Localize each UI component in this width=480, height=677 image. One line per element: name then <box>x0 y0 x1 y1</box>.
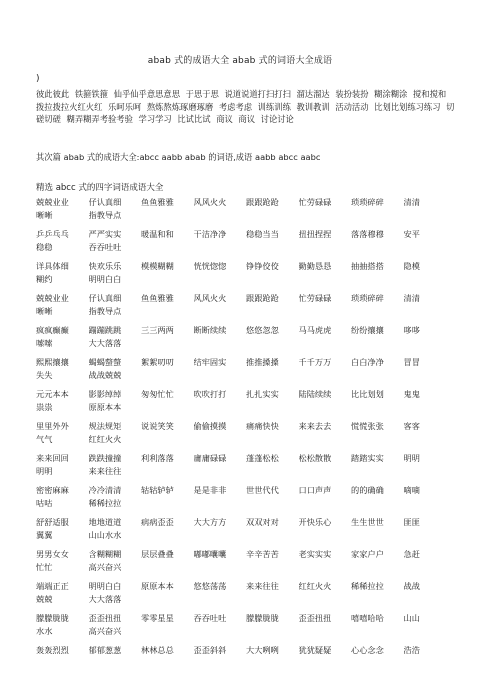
idiom-cell: 断断续续 <box>193 325 227 335</box>
idiom-cell: 里里外外 <box>36 421 69 431</box>
idiom-cell: 歪歪扭扭 <box>298 613 332 623</box>
idiom-cell: 郁郁葱葱 <box>88 645 122 655</box>
idiom-cell: 仔认真细 <box>88 197 122 207</box>
idiom-cell: 嗦嗦 <box>36 338 53 348</box>
idiom-cell: 扭扭捏捏 <box>298 229 332 239</box>
idiom-cell: 来来回回 <box>36 453 69 463</box>
idiom-cell: 结牢固实 <box>193 357 227 367</box>
idiom-cell: 比比划划 <box>351 389 384 399</box>
idiom-cell: 高兴奋兴 <box>88 626 122 636</box>
idiom-cell: 轰轰烈烈 <box>36 645 69 655</box>
idiom-grid <box>36 197 456 677</box>
idiom-cell: 红红火火 <box>298 581 332 591</box>
idiom-cell: 严严实实 <box>88 229 122 239</box>
idiom-cell: 偷偷摸摸 <box>193 421 227 431</box>
idiom-cell: 水水 <box>36 626 53 636</box>
idiom-cell: 风风火火 <box>193 293 227 303</box>
idiom-cell: 冷冷清清 <box>88 485 122 495</box>
table-row <box>36 421 456 453</box>
idiom-cell: 男男女女 <box>36 549 69 559</box>
idiom-cell: 吞吞吐吐 <box>193 613 227 623</box>
idiom-cell: 清清 <box>403 197 420 207</box>
idiom-cell: 兢兢 <box>36 594 53 604</box>
idiom-cell: 客客 <box>403 421 420 431</box>
idiom-cell: 庸庸碌碌 <box>193 453 227 463</box>
idiom-cell: 战战兢兢 <box>88 370 122 380</box>
idiom-cell: 嘻嘻哈哈 <box>351 613 384 623</box>
idiom-cell: 疯疯癫癫 <box>36 325 69 335</box>
idiom-cell: 风风火火 <box>193 197 227 207</box>
idiom-cell: 乒乒乓乓 <box>36 229 69 239</box>
idiom-cell: 蝎蝎螫螫 <box>88 357 122 367</box>
idiom-cell: 隐模 <box>403 261 420 271</box>
idiom-cell: 轱轱轳轳 <box>141 485 174 495</box>
idiom-cell: 影影绰绰 <box>88 389 122 399</box>
idiom-cell: 稳稳 <box>36 242 53 252</box>
idiom-cell: 稀稀拉拉 <box>351 581 384 591</box>
idiom-cell: 老实实实 <box>298 549 332 559</box>
idiom-cell: 山山水水 <box>88 530 122 540</box>
idiom-cell: 陆陆续续 <box>298 389 332 399</box>
idiom-cell: 详具体细 <box>36 261 69 271</box>
table-row <box>36 389 456 421</box>
idiom-cell: 兢兢业业 <box>36 197 69 207</box>
idiom-cell: 忙劳碌碌 <box>298 293 332 303</box>
idiom-cell: 密密麻麻 <box>36 485 69 495</box>
idiom-cell: 规法规矩 <box>88 421 122 431</box>
idiom-cell: 零零星星 <box>141 613 174 623</box>
idiom-cell: 嘟嘟囔囔 <box>193 549 227 559</box>
idiom-cell: 失失 <box>36 370 53 380</box>
idiom-cell: 吹吹打打 <box>193 389 227 399</box>
idiom-cell: 鬼鬼 <box>403 389 420 399</box>
idiom-cell: 指教导点 <box>88 306 122 316</box>
idiom-cell: 原原本本 <box>141 581 174 591</box>
idiom-cell: 大大方方 <box>193 517 227 527</box>
idiom-cell: 辛辛苦苦 <box>246 549 279 559</box>
idiom-cell: 的的确确 <box>351 485 384 495</box>
idiom-cell: 安平 <box>403 229 420 239</box>
idiom-cell: 含糊糊糊 <box>88 549 122 559</box>
idiom-cell: 地地道道 <box>88 517 122 527</box>
idiom-cell: 祟祟 <box>36 402 53 412</box>
idiom-cell: 世世代代 <box>246 485 279 495</box>
idiom-cell: 悠悠忽忽 <box>246 325 279 335</box>
table-row <box>36 293 456 325</box>
bracket-mark: ) <box>36 74 40 84</box>
idiom-cell: 痛痛快快 <box>246 421 279 431</box>
idiom-cell: 推推搡搡 <box>246 357 279 367</box>
idiom-cell: 嘀嘀 <box>403 485 420 495</box>
idiom-cell: 干洁净净 <box>193 229 227 239</box>
table-row <box>36 357 456 389</box>
idiom-cell: 稳稳当当 <box>246 229 279 239</box>
subtitle-line: 其次篇 abab 式的成语大全:abcc aabb abab 的词语,成语 aabb abcc aabc <box>36 152 321 162</box>
idiom-cell: 吞吞吐吐 <box>88 242 122 252</box>
idiom-cell: 恍恍惚惚 <box>193 261 227 271</box>
idiom-cell: 暖温和和 <box>141 229 174 239</box>
idiom-cell: 大大落落 <box>88 594 122 604</box>
idiom-cell: 明明白白 <box>88 274 122 284</box>
idiom-cell: 利利落落 <box>141 453 174 463</box>
table-row <box>36 613 456 645</box>
idiom-cell: 琐琐碎碎 <box>351 293 384 303</box>
idiom-cell: 蹦蹦跳跳 <box>88 325 122 335</box>
idiom-cell: 三三两两 <box>141 325 174 335</box>
idiom-cell: 犹犹疑疑 <box>298 645 332 655</box>
table-row <box>36 549 456 581</box>
idiom-cell: 落落穆穆 <box>351 229 384 239</box>
idiom-cell: 战战 <box>403 581 420 591</box>
idiom-cell: 快欢乐乐 <box>88 261 122 271</box>
idiom-cell: 琐琐碎碎 <box>351 197 384 207</box>
idiom-cell: 朦朦胧胧 <box>36 613 69 623</box>
table-row <box>36 581 456 613</box>
table-row <box>36 645 456 677</box>
idiom-cell: 开快乐心 <box>298 517 332 527</box>
idiom-cell: 跟跟跄跄 <box>246 197 279 207</box>
idiom-cell: 晰晰 <box>36 210 53 220</box>
idiom-cell: 仔认真细 <box>88 293 122 303</box>
idiom-cell: 端端正正 <box>36 581 69 591</box>
idiom-cell: 说说笑笑 <box>141 421 174 431</box>
idiom-cell: 晰晰 <box>36 306 53 316</box>
table-row <box>36 197 456 229</box>
idiom-cell: 林林总总 <box>141 645 174 655</box>
idiom-cell: 明明 <box>36 466 53 476</box>
idiom-cell: 忙忙 <box>36 562 53 572</box>
idiom-cell: 口口声声 <box>298 485 332 495</box>
idiom-cell: 来来往往 <box>88 466 122 476</box>
idiom-cell: 絮絮叨叨 <box>141 357 174 367</box>
idiom-cell: 明明 <box>403 453 420 463</box>
table-row <box>36 517 456 549</box>
idiom-cell: 病病歪歪 <box>141 517 174 527</box>
idiom-cell: 原原本本 <box>88 402 122 412</box>
idiom-cell: 翼翼 <box>36 530 53 540</box>
idiom-cell: 铮铮佼佼 <box>246 261 279 271</box>
idiom-cell: 鱼鱼雅雅 <box>141 293 174 303</box>
table-row <box>36 325 456 357</box>
idiom-cell: 双双对对 <box>246 517 279 527</box>
idiom-cell: 熙熙攘攘 <box>36 357 69 367</box>
idiom-cell: 咕咕 <box>36 498 53 508</box>
idiom-cell: 大大落落 <box>88 338 122 348</box>
idiom-cell: 冒冒 <box>403 357 420 367</box>
table-row <box>36 453 456 485</box>
table-row <box>36 229 456 261</box>
idiom-cell: 蓬蓬松松 <box>246 453 279 463</box>
section-title: 精选 abcc 式的四字词语成语大全 <box>36 183 164 193</box>
idiom-cell: 哆哆 <box>403 325 420 335</box>
idiom-cell: 忙劳碌碌 <box>298 197 332 207</box>
idiom-cell: 慌慌张张 <box>351 421 384 431</box>
idiom-cell: 指教导点 <box>88 210 122 220</box>
idiom-cell: 千千万万 <box>298 357 332 367</box>
idiom-cell: 来来往往 <box>246 581 279 591</box>
table-row <box>36 261 456 293</box>
idiom-cell: 松松散散 <box>298 453 332 463</box>
idiom-cell: 红红火火 <box>88 434 122 444</box>
idiom-cell: 急赶 <box>403 549 420 559</box>
idiom-cell: 层层叠叠 <box>141 549 174 559</box>
idiom-cell: 浩浩 <box>403 645 420 655</box>
idiom-cell: 跟跟跄跄 <box>246 293 279 303</box>
idiom-cell: 悠悠荡荡 <box>193 581 227 591</box>
idiom-cell: 清清 <box>403 293 420 303</box>
idiom-cell: 糊约 <box>36 274 53 284</box>
idiom-cell: 朦朦胧胧 <box>246 613 279 623</box>
idiom-cell: 山山 <box>403 613 420 623</box>
idiom-cell: 兢兢业业 <box>36 293 69 303</box>
idiom-cell: 元元本本 <box>36 389 69 399</box>
idiom-cell: 舒舒适服 <box>36 517 69 527</box>
table-row <box>36 485 456 517</box>
idiom-cell: 气气 <box>36 434 53 444</box>
idiom-cell: 扎扎实实 <box>246 389 279 399</box>
idiom-cell: 白白净净 <box>351 357 384 367</box>
idiom-cell: 模模糊糊 <box>141 261 174 271</box>
idiom-cell: 歪歪斜斜 <box>193 645 227 655</box>
document-title: abab 式的成语大全 abab 式的词语大全成语 <box>147 56 333 66</box>
idiom-cell: 心心念念 <box>351 645 384 655</box>
idiom-cell: 踏踏实实 <box>351 453 384 463</box>
idiom-cell: 匆匆忙忙 <box>141 389 174 399</box>
idiom-cell: 高兴奋兴 <box>88 562 122 572</box>
idiom-cell: 来来去去 <box>298 421 332 431</box>
idiom-cell: 鱼鱼雅雅 <box>141 197 174 207</box>
idiom-cell: 是是非非 <box>193 485 227 495</box>
idiom-cell: 家家户户 <box>351 549 384 559</box>
idiom-cell: 勤勤恳恳 <box>298 261 332 271</box>
idiom-cell: 匪匪 <box>403 517 420 527</box>
idiom-cell: 明明白白 <box>88 581 122 591</box>
idiom-cell: 马马虎虎 <box>298 325 332 335</box>
intro-paragraph: 彼此彼此 铁箍铁箍 仙乎仙乎意思意思 于思于思 说道说道打扫打扫 溜达溜达 装扮装扮 糊涂糊涂 搅和搅和 拨拉拨拉火红火红 乐呵乐呵 熬炼熬炼琢磨琢磨 考虑考虑 训练训练 教训教训 活动活动 比划比划练习练习 切磋切磋 糊弄糊弄考验考验 学习学习 比试比试 商议 商议 讨论讨论 <box>36 89 455 124</box>
idiom-cell: 大大咧咧 <box>246 645 279 655</box>
idiom-cell: 生生世世 <box>351 517 384 527</box>
idiom-cell: 歪歪扭扭 <box>88 613 122 623</box>
idiom-cell: 纷纷攘攘 <box>351 325 384 335</box>
idiom-cell: 稀稀拉拉 <box>88 498 122 508</box>
idiom-cell: 跌跌撞撞 <box>88 453 122 463</box>
idiom-cell: 抽抽搭搭 <box>351 261 384 271</box>
